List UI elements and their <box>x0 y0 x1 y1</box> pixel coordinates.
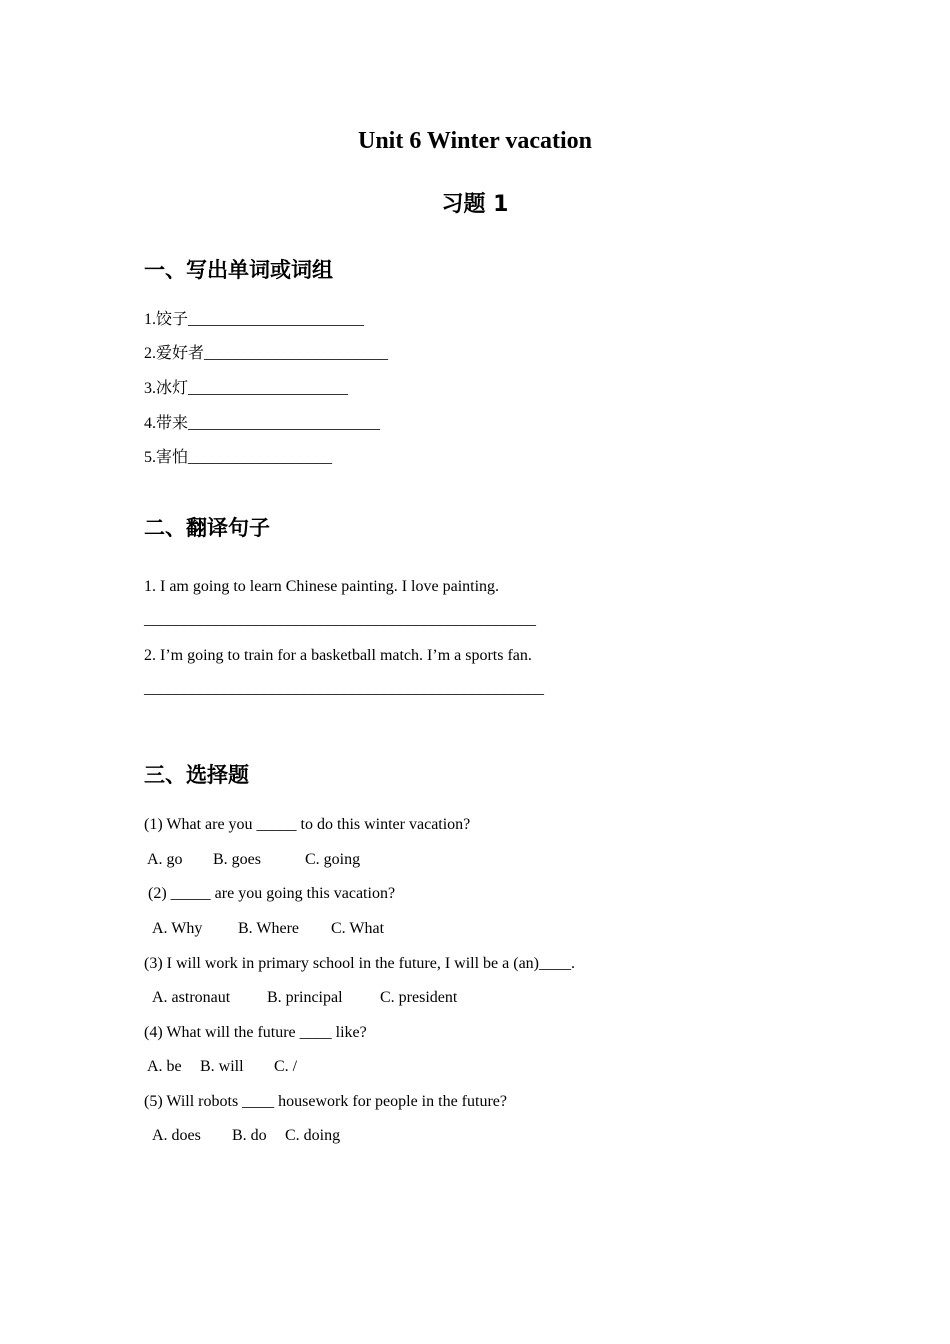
q2-option-c: C. What <box>331 920 385 937</box>
translation-blank-1: _________________________________________________ <box>144 611 536 628</box>
vocab-item-2 <box>144 344 388 364</box>
q5-option-c: C. doing <box>285 1127 341 1144</box>
section3-heading: 三、选择题 <box>144 763 249 787</box>
vocab-blank: __________________ <box>188 449 333 466</box>
q1-option-c: C. going <box>305 851 361 868</box>
q2-option-b: B. Where <box>238 920 300 937</box>
q1-option-b: B. goes <box>213 851 261 868</box>
q3-option-a: A. astronaut <box>152 989 231 1006</box>
vocab-blank: ______________________ <box>188 311 365 328</box>
vocab-blank: ____________________ <box>188 380 349 397</box>
q3-option-c: C. president <box>380 989 458 1006</box>
document-title: Unit 6 Winter vacation <box>357 128 592 154</box>
exercise-subtitle: 习题 1 <box>441 192 509 217</box>
section1-heading: 一、写出单词或词组 <box>144 258 333 282</box>
vocab-label: 3.冰灯 <box>144 380 189 397</box>
vocab-item-3 <box>144 379 348 399</box>
q4-option-c: C. / <box>274 1058 298 1075</box>
translation-sentence-2: 2. I’m going to train for a basketball match. I’m a sports fan. <box>144 647 532 664</box>
q3-option-b: B. principal <box>267 989 343 1006</box>
question-2: (2) _____ are you going this vacation? <box>148 885 396 902</box>
translation-blank-2: __________________________________________________ <box>144 680 544 697</box>
q4-option-a: A. be <box>147 1058 182 1075</box>
vocab-item-4 <box>144 414 380 434</box>
vocab-item-1 <box>144 310 364 330</box>
q5-option-b: B. do <box>232 1127 267 1144</box>
q5-option-a: A. does <box>152 1127 201 1144</box>
question-1: (1) What are you _____ to do this winter vacation? <box>144 816 471 833</box>
vocab-label: 1.饺子 <box>144 311 189 328</box>
vocab-label: 5.害怕 <box>144 449 189 466</box>
vocab-label: 2.爱好者 <box>144 345 205 362</box>
section2-heading: 二、翻译句子 <box>144 516 270 540</box>
vocab-item-5 <box>144 448 332 468</box>
vocab-blank: ________________________ <box>188 415 381 432</box>
question-3: (3) I will work in primary school in the future, I will be a (an)____. <box>144 955 575 972</box>
q4-option-b: B. will <box>200 1058 244 1075</box>
vocab-blank: _______________________ <box>204 345 389 362</box>
q2-option-a: A. Why <box>152 920 203 937</box>
question-4: (4) What will the future ____ like? <box>144 1024 367 1041</box>
question-5: (5) Will robots ____ housework for people in the future? <box>144 1093 507 1110</box>
translation-sentence-1: 1. I am going to learn Chinese painting. I love painting. <box>144 578 500 595</box>
q1-option-a: A. go <box>147 851 183 868</box>
vocab-label: 4.带来 <box>144 415 189 432</box>
